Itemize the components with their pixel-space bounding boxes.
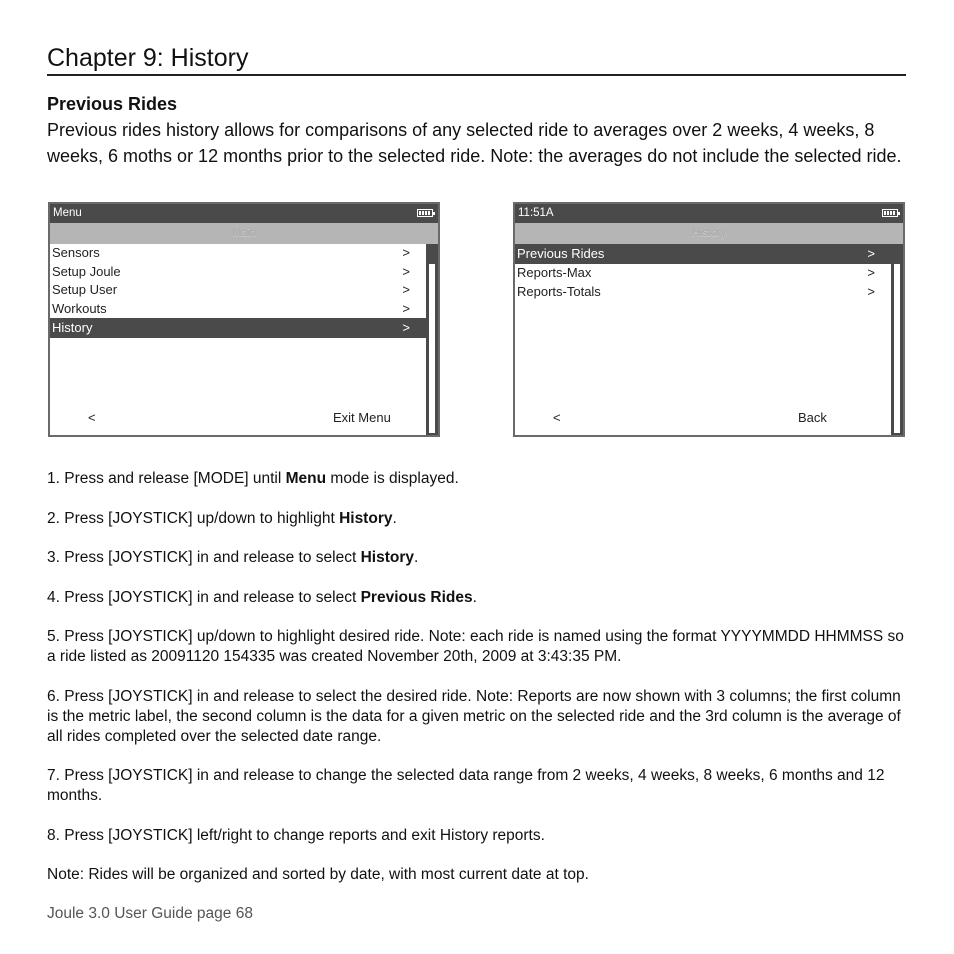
instruction-step [47, 766, 907, 806]
step-text: 8. Press [JOYSTICK] left/right to change reports and exit History reports. [47, 826, 545, 844]
menu-item-label: Setup Joule [52, 263, 121, 279]
soft-key-exit-menu[interactable]: Exit Menu [333, 410, 391, 425]
menu-item-label: Setup User [52, 282, 118, 297]
menu-item-label: Sensors [52, 245, 100, 260]
menu-item-sensors[interactable] [50, 244, 426, 263]
scrollbar-track [894, 264, 900, 433]
step-emphasis: Previous Rides [360, 588, 473, 606]
chevron-right-icon: > [867, 265, 875, 280]
screen-titlebar [515, 204, 903, 223]
menu-item-previous-rides[interactable] [515, 244, 891, 264]
step-text: 6. Press [JOYSTICK] in and release to select the desired ride. Note: Reports are now shown with 3 columns; the first column is the metric label, the second column is the data for a given metric on the selected ride and the 3rd column is the average of all rides completed over the selected date range. [47, 687, 901, 745]
menu-item-setup-user[interactable] [50, 281, 426, 300]
menu-item-label: Previous Rides [517, 246, 605, 261]
step-emphasis: History [360, 549, 414, 566]
menu-item-label: Reports-Max [517, 265, 592, 280]
menu-item-setup-joule[interactable] [50, 263, 426, 282]
menu-item-history[interactable] [50, 318, 426, 338]
step-text-end: . [392, 509, 397, 527]
instruction-step [47, 548, 907, 568]
instruction-step [47, 469, 907, 489]
instruction-step [47, 627, 907, 667]
step-text: 5. Press [JOYSTICK] up/down to highlight desired ride. Note: each ride is named using the format YYYYMMDD HHMMSS so a ride listed as 20091120 154335 was created November 20th, 2009 at 3:43:35 PM. [47, 628, 904, 665]
soft-key-back[interactable]: Back [798, 410, 827, 425]
menu-item-label: Reports-Totals [517, 283, 601, 299]
menu-item-workouts[interactable] [50, 300, 426, 319]
section-title: Previous Rides [47, 94, 178, 114]
step-emphasis: History [339, 509, 393, 527]
chevron-right-icon: > [402, 282, 410, 297]
menu-list [50, 244, 426, 338]
soft-key-left[interactable]: < [553, 410, 561, 425]
device-screen-menu [48, 202, 440, 437]
instruction-step [47, 826, 907, 846]
battery-icon [417, 209, 433, 217]
instruction-step [47, 509, 907, 529]
device-screen-history [513, 202, 905, 437]
chevron-right-icon: > [402, 263, 410, 279]
step-text: 1. Press and release [MODE] until [47, 470, 286, 487]
scrollbar[interactable] [426, 244, 438, 435]
screen-title: Menu [53, 207, 82, 219]
step-text-end: . [414, 549, 419, 566]
chapter-title: Chapter 9: History [47, 44, 249, 72]
step-text: 4. Press [JOYSTICK] in and release to select [47, 588, 361, 606]
title-divider [47, 74, 906, 76]
menu-item-label: History [52, 320, 93, 335]
instruction-step [47, 588, 907, 608]
screen-subtitle: History [515, 223, 903, 244]
chevron-right-icon: > [402, 245, 410, 260]
scrollbar[interactable] [891, 244, 903, 435]
menu-item-label: Workouts [52, 300, 107, 316]
step-text: 2. Press [JOYSTICK] up/down to highlight [47, 509, 340, 527]
menu-item-reports-totals[interactable] [515, 283, 891, 302]
instruction-step [47, 687, 907, 747]
page-footer: Joule 3.0 User Guide page 68 [47, 905, 253, 922]
scrollbar-track [429, 264, 435, 433]
step-text-end: . [472, 588, 477, 606]
screen-subtitle: Main [50, 223, 438, 244]
chevron-right-icon: > [867, 246, 875, 261]
step-text-end: mode is displayed. [326, 470, 459, 487]
instruction-step [47, 865, 907, 885]
menu-item-reports-max[interactable] [515, 264, 891, 283]
battery-icon [882, 209, 898, 217]
step-text: 7. Press [JOYSTICK] in and release to change the selected data range from 2 weeks, 4 weeks, 8 weeks, 6 months and 12 months. [47, 767, 885, 804]
step-text: 3. Press [JOYSTICK] in and release to select [47, 549, 361, 566]
step-text: Note: Rides will be organized and sorted by date, with most current date at top. [47, 866, 589, 883]
screen-time: 11:51A [518, 207, 554, 219]
intro-paragraph: Previous rides history allows for comparisons of any selected ride to averages over 2 weeks, 4 weeks, 8 weeks, 6 moths or 12 months prior to the selected ride. Note: the averages do not include the selected ride. [47, 120, 902, 166]
instruction-steps [47, 469, 907, 905]
screen-titlebar [50, 204, 438, 223]
chevron-right-icon: > [402, 300, 410, 316]
soft-key-left[interactable]: < [88, 410, 96, 425]
chevron-right-icon: > [402, 320, 410, 335]
chevron-right-icon: > [867, 283, 875, 299]
menu-list [515, 244, 891, 301]
step-emphasis: Menu [285, 470, 327, 487]
